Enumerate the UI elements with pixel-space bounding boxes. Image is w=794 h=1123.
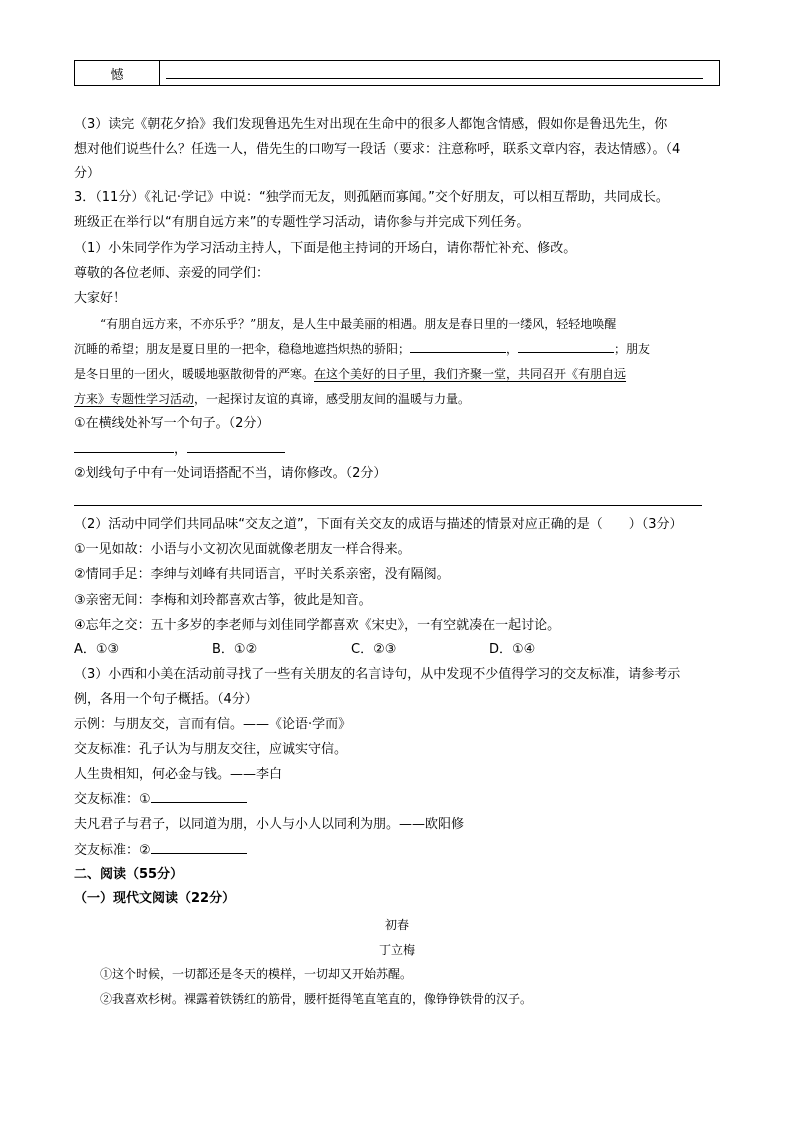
table-answer-cell[interactable] <box>160 61 719 85</box>
idiom-item-3: ③亲密无间：李梅和刘玲都喜欢古筝，彼此是知音。 <box>74 593 372 608</box>
speech-line-4-text: ，一起探讨友谊的真谛，感受朋友间的温暖与力量。 <box>194 392 471 406</box>
option-d[interactable]: D．①④ <box>489 642 536 657</box>
article-title: 初春 <box>384 918 409 932</box>
speech-comma: ， <box>506 342 519 356</box>
question-main-line-2: 班级正在举行以“有朋自远方来”的专题性学习活动，请你参与并完成下列任务。 <box>74 215 530 230</box>
subquestion-3-line-1: （3）小西和小美在活动前寻找了一些有关朋友的名言诗句，从中发现不少值得学习的交友标准，请参考示 <box>74 667 681 682</box>
quote-2: 夫凡君子与君子，以同道为朋，小人与小人以同利为朋。——欧阳修 <box>74 817 465 832</box>
answer-comma: ， <box>174 442 188 457</box>
speech-line-1: “有朋自远方来，不亦乐乎？”朋友，是人生中最美丽的相遇。朋友是春日里的一缕风，轻轻地唤醒 <box>100 317 617 331</box>
example-standard: 交友标准：孔子认为与朋友交往，应诚实守信。 <box>74 742 348 757</box>
standard-1-label: 交友标准：① <box>74 792 151 807</box>
article-paragraph-2: ②我喜欢杉树。裸露着铁锈红的筋骨，腰杆挺得笔直笔直的，像铮铮铁骨的汉子。 <box>100 992 533 1006</box>
section-2-subheading: （一）现代文阅读（22分） <box>74 891 236 906</box>
idiom-item-1: ①一见如故：小语与小文初次见面就像老朋友一样合得来。 <box>74 542 411 557</box>
question-main-line-1: 3．（11分）《礼记·学记》中说：“独学而无友，则孤陋而寡闻。”交个好朋友，可以相互帮助，共同成长。 <box>74 190 669 205</box>
speech-line-2 <box>74 339 650 359</box>
standard-2-label: 交友标准：② <box>74 843 151 858</box>
task-1-answer <box>74 440 285 460</box>
subquestion-1: （1）小朱同学作为学习活动主持人，下面是他主持词的开场白，请你帮忙补充、修改。 <box>74 241 577 256</box>
option-c[interactable]: C．②③ <box>351 642 397 657</box>
article-author: 丁立梅 <box>378 943 415 957</box>
standard-2 <box>74 841 247 861</box>
subquestion-2: （2）活动中同学们共同品味“交友之道”，下面有关交友的成语与描述的情景对应正确的是（ ）（3分） <box>74 517 683 532</box>
idiom-item-2: ②情同手足：李绅与刘峰有共同语言，平时关系亲密，没有隔阂。 <box>74 567 450 582</box>
quote-1: 人生贵相知，何必金与钱。——李白 <box>74 767 283 782</box>
underlined-sentence-part-1: 在这个美好的日子里，我们齐聚一堂，共同召开《有朋自远 <box>314 367 627 381</box>
option-b[interactable]: B．①② <box>212 642 258 657</box>
answer-blank-1[interactable] <box>74 440 174 453</box>
question-3-line-1: （3）读完《朝花夕拾》我们发现鲁迅先生对出现在生命中的很多人都饱含情感，假如你是鲁迅先生，你 <box>74 117 668 132</box>
question-3-line-3: 分） <box>74 166 101 181</box>
question-3-line-2: 想对他们说些什么？任选一人，借先生的口吻写一段话（要求：注意称呼，联系文章内容，表达情感）。（4 <box>74 142 681 157</box>
example-quote: 示例：与朋友交，言而有信。——《论语·学而》 <box>74 717 352 732</box>
greeting-line-1: 尊敬的各位老师、亲爱的同学们： <box>74 266 270 281</box>
greeting-line-2: 大家好！ <box>74 291 127 306</box>
speech-line-3-text: 是冬日里的一团火，暖暖地驱散彻骨的严寒。 <box>74 367 315 381</box>
option-a[interactable]: A．①③ <box>74 642 120 657</box>
task-1: ①在横线处补写一个句子。（2分） <box>74 416 270 431</box>
article-paragraph-1: ①这个时候，一切都还是冬天的模样，一切却又开始苏醒。 <box>100 967 413 981</box>
answer-table-fragment <box>74 60 720 86</box>
answer-blank-2[interactable] <box>187 440 285 453</box>
speech-line-4 <box>74 389 470 409</box>
speech-line-2-text: 沉睡的希望；朋友是夏日里的一把伞，稳稳地遮挡炽热的骄阳； <box>74 342 411 356</box>
subquestion-3-line-2: 例，各用一个句子概括。（4分） <box>74 692 258 707</box>
standard-1 <box>74 790 247 810</box>
idiom-item-4: ④忘年之交：五十多岁的李老师与刘佳同学都喜欢《宋史》，一有空就凑在一起讨论。 <box>74 618 561 633</box>
underlined-sentence-part-2: 方来》专题性学习活动 <box>74 392 195 406</box>
standard-2-blank[interactable] <box>151 841 247 854</box>
speech-line-2-end: ；朋友 <box>614 342 651 356</box>
section-2-heading: 二、阅读（55分） <box>74 867 184 882</box>
standard-1-blank[interactable] <box>151 790 247 803</box>
speech-line-3 <box>74 364 626 384</box>
task-2: ②划线句子中有一处词语搭配不当，请你修改。（2分） <box>74 466 387 481</box>
task-2-answer-line[interactable] <box>74 505 702 506</box>
fill-blank-1[interactable] <box>410 340 506 353</box>
fill-blank-2[interactable] <box>518 340 614 353</box>
answer-line <box>166 78 703 79</box>
table-label-cell: 憾 <box>75 61 160 85</box>
